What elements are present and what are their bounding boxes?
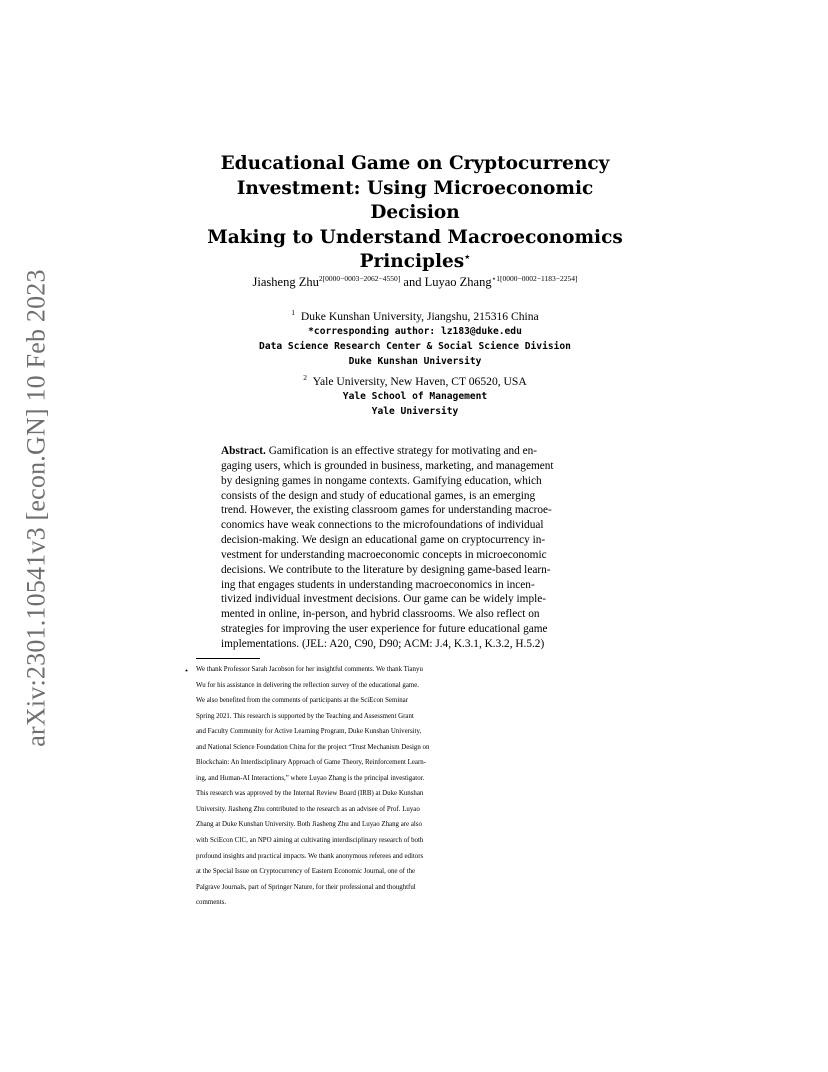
footnote-line: ing, and Human-AI Interactions,” where Luyao Zhang is the principal investigator. [196, 774, 425, 782]
abstract-label: Abstract. [221, 445, 266, 457]
title-line-text: Principles [359, 251, 465, 272]
footnote-line: and National Science Foundation China for the project “Trust Mechanism Design on [196, 743, 430, 751]
abstract [221, 444, 614, 652]
author-conjunction: and [403, 275, 422, 290]
abstract-line [221, 444, 614, 459]
affiliations [190, 305, 640, 419]
footnote-rule [196, 658, 260, 659]
title-line: Making to Understand Macroeconomics [207, 226, 623, 248]
footnote-line: profound insights and practical impacts. We thank anonymous referees and editors [196, 852, 424, 860]
title-line: Investment: Using Microeconomic Decision [236, 177, 594, 223]
arxiv-identifier-text: arXiv:2301.10541v3 [econ.GN] 10 Feb 2023 [22, 269, 51, 747]
abstract-line: vestment for understanding macroeconomic concepts in microeconomic [221, 548, 547, 561]
school-of-management: Yale School of Management [342, 390, 488, 402]
footnote-line: Zhang at Duke Kunshan University. Both Jiasheng Zhu and Luyao Zhang are also [196, 821, 422, 829]
affiliation-text: Yale University, New Haven, CT 06520, USA [312, 374, 527, 388]
abstract-line: gaging users, which is grounded in business, marketing, and management [221, 459, 554, 472]
footnote-line: at the Special Issue on Cryptocurrency of Eastern Economic Journal, one of the [196, 868, 416, 876]
footnote [184, 662, 650, 911]
arxiv-identifier [15, 268, 59, 748]
footnote-line: Spring 2021. This research is supported by the Teaching and Assessment Grant [196, 712, 414, 720]
affiliation-2 [190, 370, 640, 389]
research-center: Data Science Research Center & Social Science Division [259, 341, 571, 353]
author-name: Luyao Zhang [424, 275, 492, 290]
abstract-line: decision-making. We design an educational game on cryptocurrency in- [221, 534, 546, 547]
university-1: Duke Kunshan University [348, 356, 482, 368]
footnote-line: Palgrave Journals, part of Springer Nature, for their professional and thoughtful [196, 883, 416, 891]
affiliation-number: 1 [291, 308, 296, 317]
footnote-line: comments. [196, 899, 227, 907]
abstract-line: ing that engages students in understanding macroeconomics in incen- [221, 578, 535, 591]
abstract-line: tivized individual investment decisions. Our game can be widely imple- [221, 593, 547, 606]
corresponding-author: *corresponding author: lz183@duke.edu [308, 326, 522, 338]
footnote-line: We also benefited from the comments of participants at the SciEcon Seminar [196, 697, 409, 705]
footnote-line: Blockchain: An Interdisciplinary Approach of Game Theory, Reinforcement Learn- [196, 759, 426, 767]
abstract-line: by designing games in nongame contexts. Gamifying education, which [221, 474, 542, 487]
footnote-line: We thank Professor Sarah Jacobson for her insightful comments. We thank Tianyu [196, 666, 423, 673]
paper-title [190, 152, 640, 275]
university-2: Yale University [371, 405, 459, 417]
author-name: Jiasheng Zhu [252, 275, 319, 290]
footnote-line: Wu for his assistance in delivering the reflection survey of the educational game. [196, 681, 420, 689]
author-orcid: 2[0000−0003−2062−4550] [318, 274, 401, 283]
author-orcid: ⋆1[0000−0002−1183−2254] [491, 274, 578, 283]
abstract-line: decisions. We contribute to the literature by designing game-based learn- [221, 563, 551, 576]
abstract-line: conomics have weak connections to the microfoundations of individual [221, 519, 544, 532]
abstract-line: implementations. (JEL: A20, C90, D90; ACM: J.4, K.3.1, K.3.2, H.5.2) [221, 637, 545, 650]
title-footnote-mark: ⋆ [464, 251, 471, 263]
author-list [160, 274, 670, 290]
affiliation-number: 2 [303, 372, 307, 382]
title-line [190, 250, 640, 275]
affiliation-1 [190, 305, 640, 324]
abstract-text: Gamification is an effective strategy for motivating and en- [265, 445, 538, 457]
abstract-line: strategies for improving the user experience for future educational game [221, 623, 548, 636]
affiliation-text: Duke Kunshan University, Jiangshu, 215316 China [300, 309, 539, 323]
footnote-line: University. Jiasheng Zhu contributed to the research as an advisee of Prof. Luyao [196, 805, 420, 813]
abstract-line: trend. However, the existing classroom games for understanding macroe- [221, 504, 552, 517]
footnote-line: with SciEcon CIC, an NPO aiming at cultivating interdisciplinary research of both [196, 837, 424, 845]
footnote-line: This research was approved by the Internal Review Board (IRB) at Duke Kunshan [196, 790, 424, 798]
footnote-line: and Faculty Community for Active Learning Program, Duke Kunshan University, [196, 728, 422, 736]
footnote-mark: ⋆ [184, 666, 190, 675]
abstract-line: mented in online, in-person, and hybrid classrooms. We also reflect on [221, 608, 540, 621]
title-line: Educational Game on Cryptocurrency [220, 153, 610, 174]
abstract-line: consists of the design and study of educational games, is an emerging [221, 489, 536, 502]
